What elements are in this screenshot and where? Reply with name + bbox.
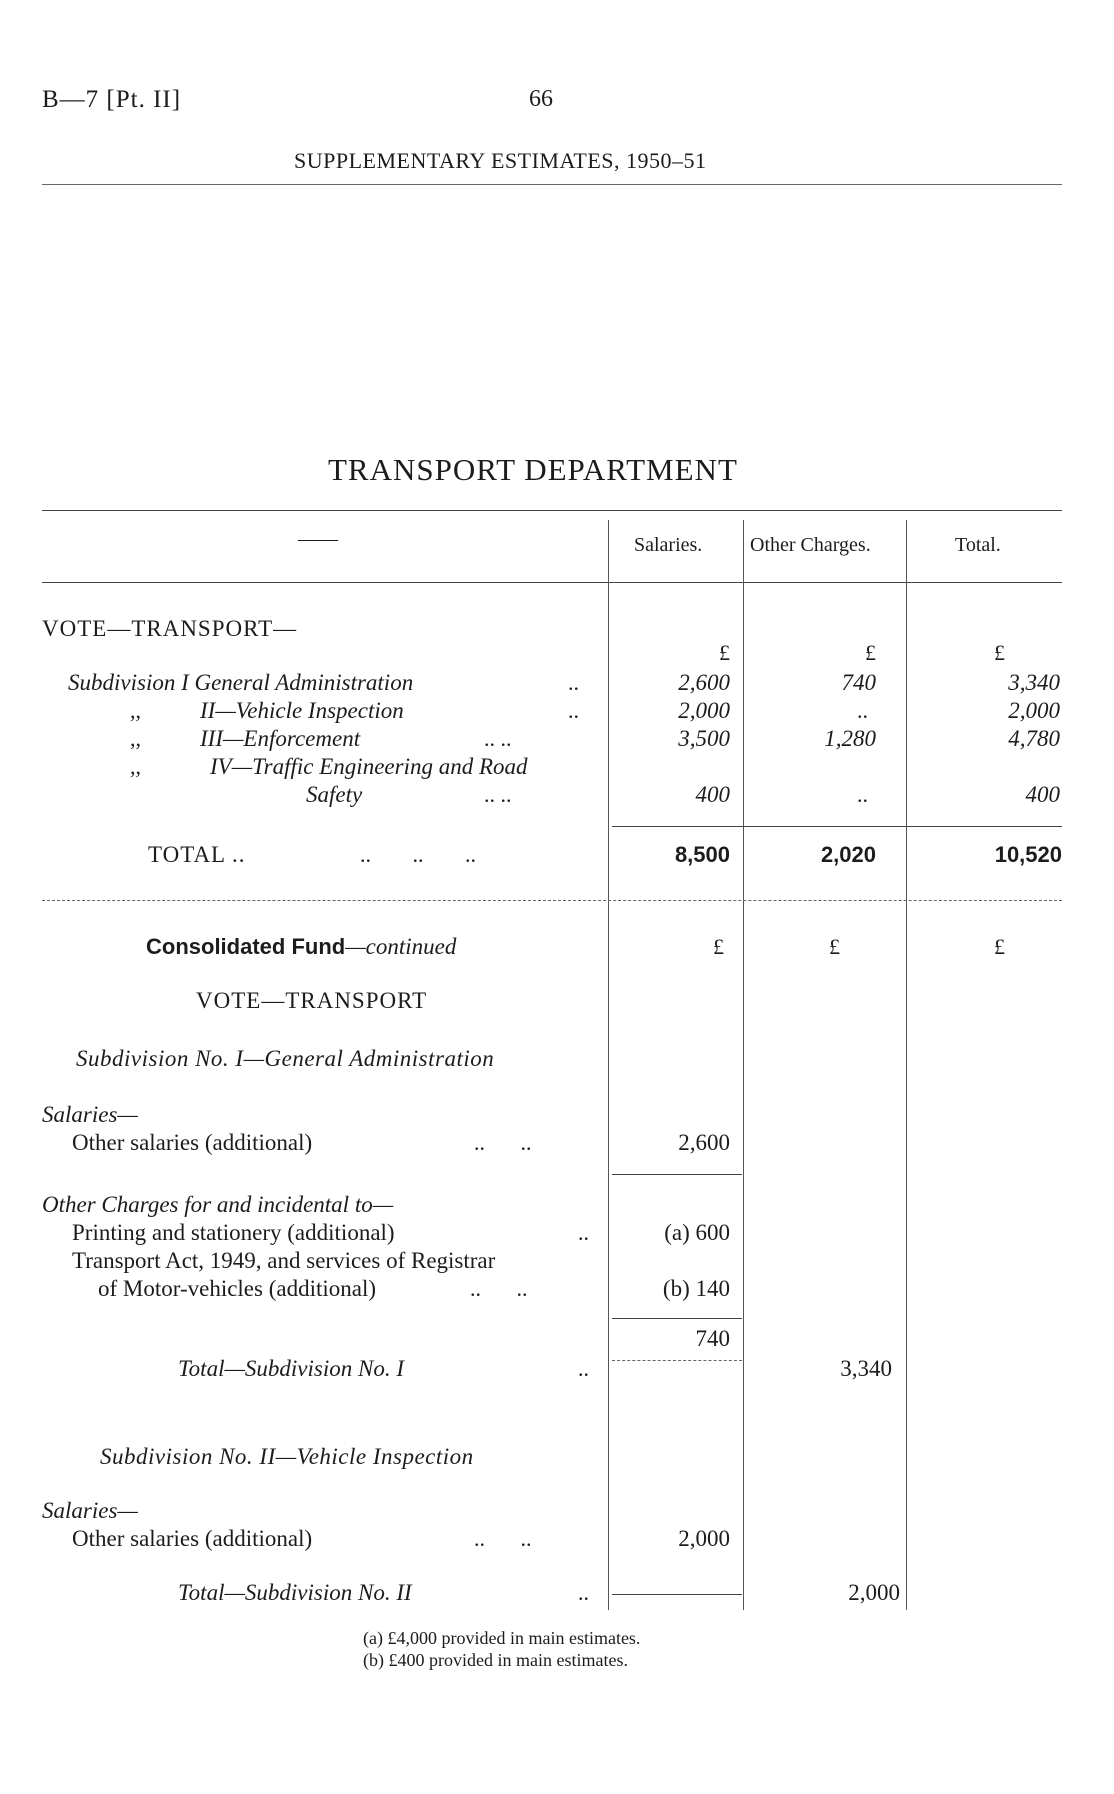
page-number: 66 (529, 86, 553, 112)
leader-dots: .. .. (474, 1130, 532, 1155)
summary-row-salaries: 2,000 (678, 698, 730, 723)
leader-dots: .. .. (470, 1276, 528, 1301)
summary-row-salaries: 2,600 (678, 670, 730, 695)
summary-total-label: TOTAL .. (148, 842, 246, 867)
summary-row-label: III—Enforcement (200, 726, 361, 751)
leader-dots: .. (568, 698, 579, 723)
other-salaries-label: Other salaries (additional) (72, 1526, 313, 1551)
page-ref: B—7 [Pt. II] (42, 86, 182, 113)
column-header-other-charges: Other Charges. (750, 534, 871, 556)
transport-act-value: (b) 140 (662, 1276, 730, 1301)
department-title: TRANSPORT DEPARTMENT (328, 452, 738, 487)
summary-row-total: 400 (1025, 782, 1060, 807)
ditto-mark: ,, (130, 698, 141, 723)
total-subdivision-2-label: Total—Subdivision No. II (178, 1580, 412, 1605)
leader-dots: .. .. (474, 1526, 532, 1551)
pound-sign-total: £ (994, 934, 1005, 959)
pound-sign-other: £ (865, 640, 876, 665)
summary-total-total: 10,520 (994, 842, 1062, 867)
sub2-salaries-value: 2,000 (678, 1526, 730, 1551)
header-rule (42, 184, 1062, 185)
leader-dots: .. .. .. (360, 842, 476, 867)
subtotal-rule (612, 1318, 742, 1319)
section-divider (42, 900, 1062, 901)
leader-dots: .. (578, 1356, 589, 1381)
leader-dots: .. (568, 670, 579, 695)
footnote-a: (a) £4,000 provided in main estimates. (363, 1628, 641, 1648)
table-top-rule (42, 510, 1062, 511)
summary-total-rule (612, 826, 1062, 827)
total-subdivision-1-label: Total—Subdivision No. I (178, 1356, 404, 1381)
pound-sign-salaries: £ (713, 934, 724, 959)
pound-sign-total: £ (994, 640, 1005, 665)
leader-dots: .. (578, 1220, 589, 1245)
footnote-b: (b) £400 provided in main estimates. (363, 1650, 628, 1670)
transport-act-label-continued: of Motor-vehicles (additional) (98, 1276, 377, 1301)
subtotal-rule (612, 1360, 742, 1361)
summary-row-label: Subdivision I General Administration (68, 670, 414, 695)
subtotal-rule (612, 1174, 742, 1175)
subtotal-rule (612, 1594, 742, 1595)
summary-total-salaries: 8,500 (674, 842, 730, 867)
running-title: SUPPLEMENTARY ESTIMATES, 1950–51 (294, 148, 707, 173)
consolidated-fund-italic: —continued (345, 934, 457, 959)
summary-row-total: 2,000 (1008, 698, 1060, 723)
column-header-total: Total. (955, 534, 1001, 556)
salaries-heading: Salaries— (42, 1102, 138, 1127)
ditto-mark: ,, (130, 754, 141, 779)
leader-dots: .. (578, 1580, 589, 1605)
table-header-rule (42, 582, 1062, 583)
summary-row-label-continued: Safety (306, 782, 363, 807)
leader-dots: .. .. (484, 726, 512, 751)
column-header-blank: —— (298, 528, 338, 550)
summary-row-total: 4,780 (1008, 726, 1060, 751)
salaries-heading: Salaries— (42, 1498, 138, 1523)
summary-row-label: II—Vehicle Inspection (200, 698, 404, 723)
leader-dots: .. .. (484, 782, 512, 807)
other-charges-heading: Other Charges for and incidental to— (42, 1192, 394, 1217)
subdivision-2-heading: Subdivision No. II—Vehicle Inspection (100, 1444, 474, 1469)
total-subdivision-2-value: 2,000 (848, 1580, 900, 1605)
column-header-salaries: Salaries. (634, 534, 703, 556)
subdivision-1-heading: Subdivision No. I—General Administration (76, 1046, 495, 1071)
printing-label: Printing and stationery (additional) (72, 1220, 395, 1245)
ditto-mark: ,, (130, 726, 141, 751)
summary-row-total: 3,340 (1008, 670, 1060, 695)
summary-total-other: 2,020 (820, 842, 876, 867)
detail-vote-heading: VOTE—TRANSPORT (196, 988, 428, 1013)
consolidated-fund-bold: Consolidated Fund (146, 934, 346, 959)
summary-row-salaries: 3,500 (678, 726, 730, 751)
consolidated-fund-heading (146, 934, 456, 960)
summary-row-other: .. (857, 782, 868, 807)
summary-row-other: 1,280 (824, 726, 876, 751)
transport-act-label: Transport Act, 1949, and services of Registrar (72, 1248, 496, 1273)
summary-row-label: IV—Traffic Engineering and Road (210, 754, 528, 779)
sub1-salaries-value: 2,600 (678, 1130, 730, 1155)
summary-row-salaries: 400 (695, 782, 730, 807)
sub1-subtotal-value: 740 (695, 1326, 730, 1351)
summary-row-other: 740 (841, 670, 876, 695)
pound-sign-other: £ (829, 934, 840, 959)
vote-heading: VOTE—TRANSPORT— (42, 616, 298, 641)
pound-sign-salaries: £ (719, 640, 730, 665)
other-salaries-label: Other salaries (additional) (72, 1130, 313, 1155)
summary-row-other: .. (857, 698, 868, 723)
printing-value: (a) 600 (664, 1220, 730, 1245)
total-subdivision-1-value: 3,340 (840, 1356, 892, 1381)
